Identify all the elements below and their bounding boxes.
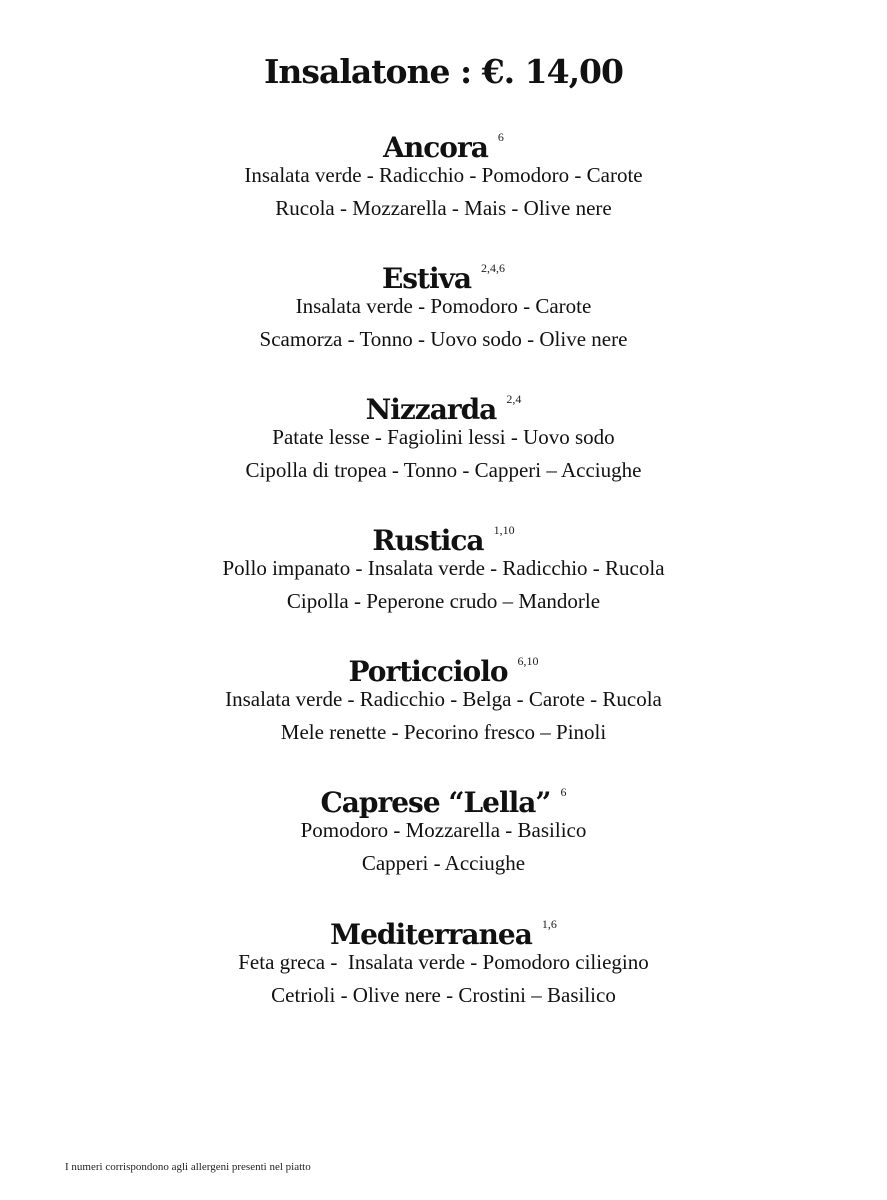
ingredient-line: Feta greca - Insalata verde - Pomodoro ciliegino (238, 950, 649, 974)
ingredient-line: Insalata verde - Radicchio - Belga - Carote - Rucola (225, 687, 662, 711)
ingredient-line: Insalata verde - Radicchio - Pomodoro - Carote (244, 163, 643, 187)
allergen-footnote: I numeri corrispondono agli allergeni presenti nel piatto (65, 1161, 311, 1173)
menu-item-estiva (0, 248, 887, 356)
item-name: Mediterranea (330, 918, 532, 951)
ingredient-list (0, 159, 887, 225)
allergen-codes: 1,10 (493, 523, 515, 537)
item-heading (0, 248, 887, 295)
ingredient-list (0, 683, 887, 749)
menu-item-ancora (0, 117, 887, 225)
item-name: Caprese “Lella” (320, 786, 551, 819)
menu-item-nizzarda (0, 379, 887, 487)
ingredient-line: Cipolla - Peperone crudo – Mandorle (286, 589, 601, 613)
ingredient-line: Mele renette - Pecorino fresco – Pinoli (280, 720, 607, 744)
allergen-codes: 6 (560, 785, 567, 799)
item-name: Rustica (372, 524, 484, 557)
ingredient-list (0, 421, 887, 487)
page-title: Insalatone : €. 14,00 (264, 52, 623, 91)
ingredient-list (0, 290, 887, 356)
item-heading (0, 379, 887, 426)
item-name: Ancora (383, 131, 488, 164)
ingredient-line: Cetrioli - Olive nere - Crostini – Basilico (271, 983, 616, 1007)
menu-item-porticciolo (0, 641, 887, 749)
ingredient-line: Insalata verde - Pomodoro - Carote (295, 294, 592, 318)
ingredient-line: Capperi - Acciughe (361, 851, 526, 875)
ingredient-line: Scamorza - Tonno - Uovo sodo - Olive nere (259, 327, 628, 351)
item-heading (0, 117, 887, 164)
item-heading (0, 641, 887, 688)
item-name: Porticciolo (348, 655, 508, 688)
ingredient-line: Patate lesse - Fagiolini lessi - Uovo sodo (272, 425, 615, 449)
item-heading (0, 772, 887, 819)
ingredient-line: Pollo impanato - Insalata verde - Radicchio - Rucola (222, 556, 665, 580)
allergen-codes: 2,4,6 (481, 261, 506, 275)
menu-item-mediterranea (0, 904, 887, 1012)
ingredient-list (0, 814, 887, 880)
ingredient-line: Cipolla di tropea - Tonno - Capperi – Acciughe (245, 458, 642, 482)
item-name: Nizzarda (365, 393, 497, 426)
item-heading (0, 904, 887, 951)
menu-item-caprese-lella (0, 772, 887, 880)
ingredient-list (0, 552, 887, 618)
ingredient-line: Rucola - Mozzarella - Mais - Olive nere (275, 196, 612, 220)
allergen-codes: 2,4 (506, 392, 522, 406)
allergen-codes: 6,10 (517, 654, 539, 668)
ingredient-list (0, 946, 887, 1012)
allergen-codes: 1,6 (541, 917, 557, 931)
item-heading (0, 510, 887, 557)
allergen-codes: 6 (497, 130, 504, 144)
menu-item-rustica (0, 510, 887, 618)
item-name: Estiva (381, 262, 472, 295)
ingredient-line: Pomodoro - Mozzarella - Basilico (300, 818, 587, 842)
